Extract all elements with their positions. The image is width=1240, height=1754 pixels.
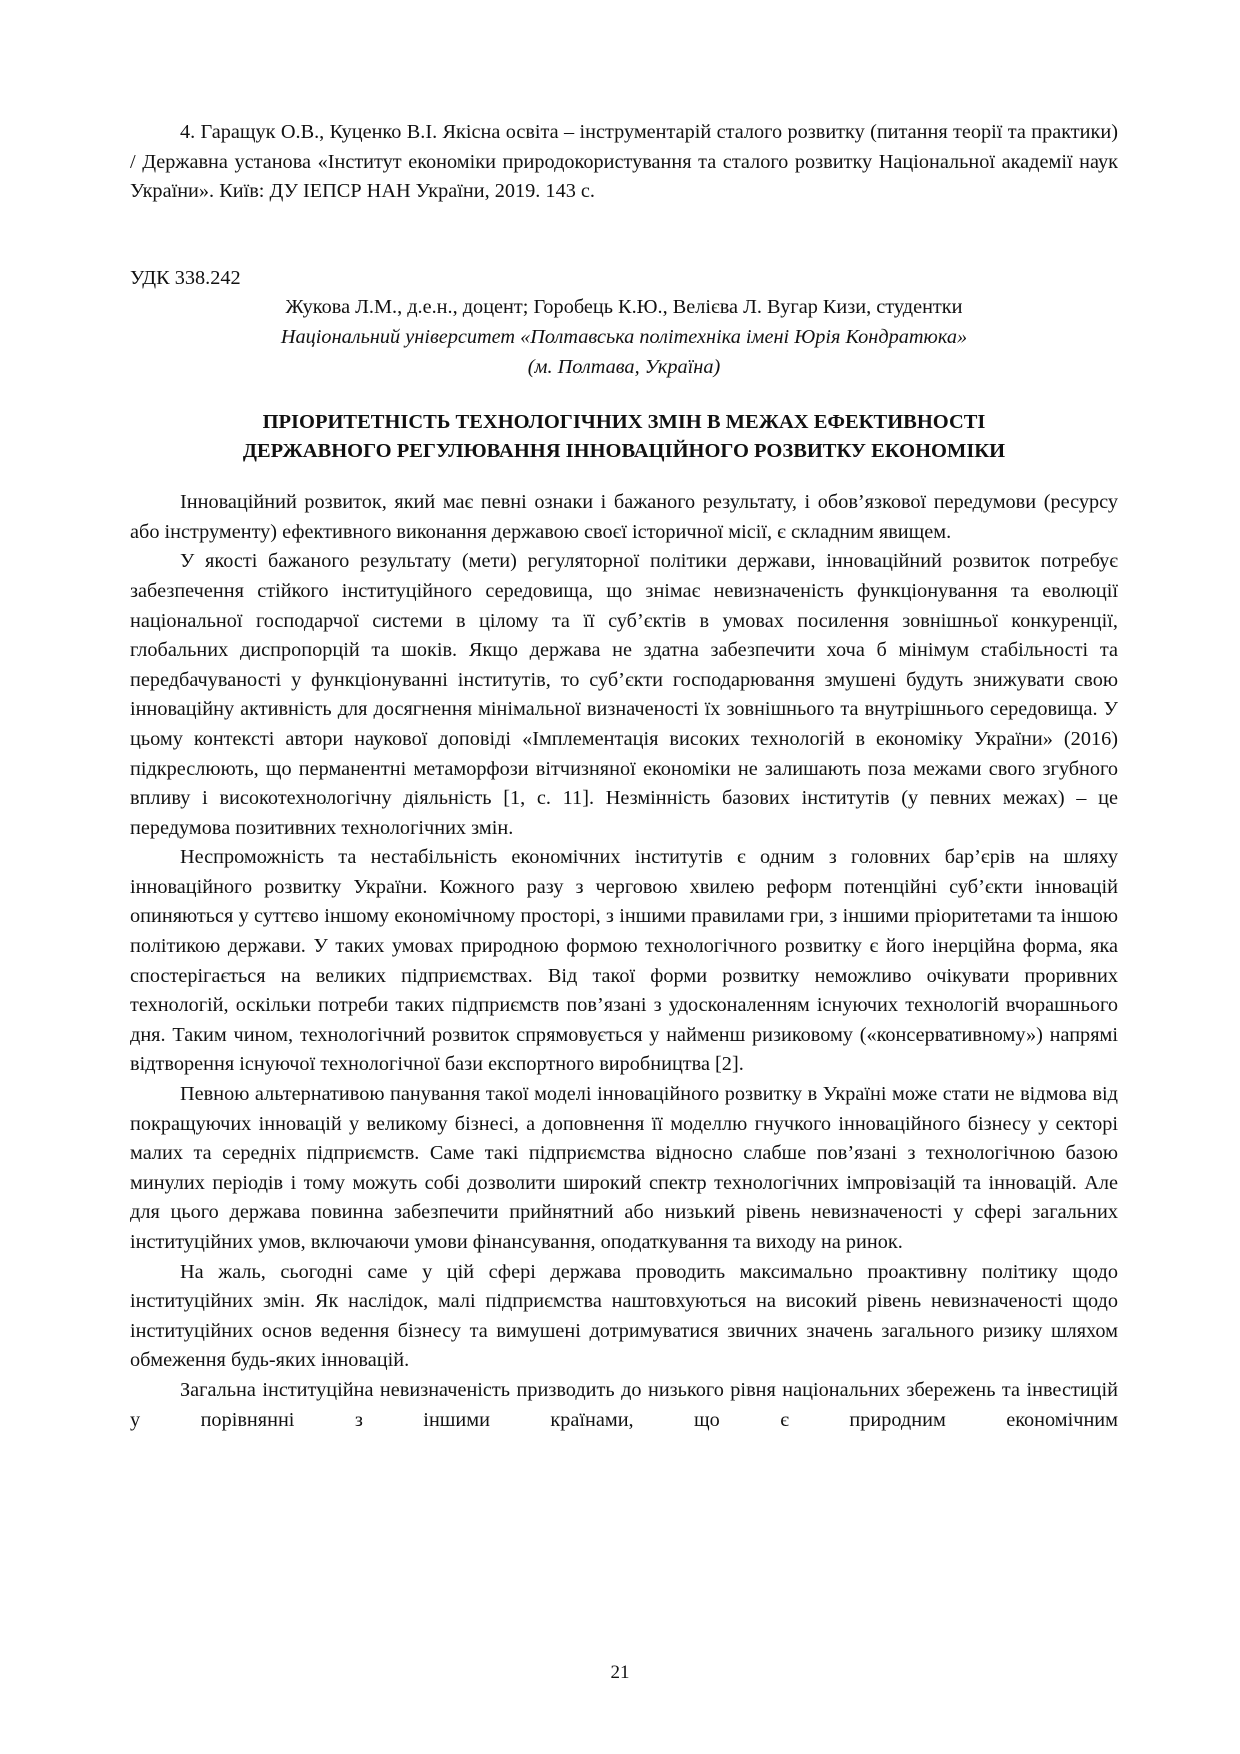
udk-code: УДК 338.242 <box>130 266 241 289</box>
body-paragraph: Певною альтернативою панування такої моделі інноваційного розвитку в Україні може стати не відмова від покращуючих інновацій у великому бізнесі, а доповнення її моделлю гнучкого інноваційного бізнесу у секторі малих та середніх підприємств. Саме такі підприємства відносно слабше пов’язані з технологічною базою минулих періодів і тому можуть собі дозволити широкий спектр технологічних імпровізацій та інновацій. Але для цього держава повинна забезпечити прийнятний або низький рівень невизначеності у сфері загальних інституційних умов, включаючи умови фінансування, оподаткування та виходу на ринок. <box>130 1083 1118 1253</box>
article-title <box>130 408 1118 466</box>
title-line-2: ДЕРЖАВНОГО РЕГУЛЮВАННЯ ІННОВАЦІЙНОГО РОЗВИТКУ ЕКОНОМІКИ <box>242 440 1006 463</box>
body-paragraph: Загальна інституційна невизначеність призводить до низького рівня національних збережень та інвестицій у порівнянні з іншими країнами, що є природним економічним <box>130 1378 1118 1431</box>
body-paragraph: На жаль, сьогодні саме у цій сфері держава проводить максимально проактивну політику щодо інституційних змін. Як наслідок, малі підприємства наштовхуються на високий рівень невизначеності щодо інституційних основ ведення бізнесу та вимушені дотримуватися звичних значень загального ризику шляхом обмеження будь-яких інновацій. <box>130 1260 1118 1372</box>
page-content <box>130 118 1118 1435</box>
location: (м. Полтава, Україна) <box>527 355 721 378</box>
title-line-1: ПРІОРИТЕТНІСТЬ ТЕХНОЛОГІЧНИХ ЗМІН В МЕЖАХ ЕФЕКТИВНОСТІ <box>262 411 986 434</box>
body-paragraph: Інноваційний розвиток, який має певні ознаки і бажаного результату, і обов’язкової передумови (ресурсу або інструменту) ефективного виконання державою своєї історичної місії, є складним явищем. <box>130 491 1118 543</box>
body-paragraph: Неспроможність та нестабільність економічних інститутів є одним з головних бар’єрів на шляху інноваційного розвитку України. Кожного разу з черговою хвилею реформ потенційні суб’єкти інновацій опиняються у суттєво іншому економічному просторі, з іншими правилами гри, з іншими пріоритетами та іншою політикою держави. У таких умовах природною формою технологічного розвитку є його інерційна форма, яка спостерігається на великих підприємствах. Від такої форми розвитку неможливо очікувати проривних технологій, оскільки потреби таких підприємств пов’язані з удосконаленням існуючих технологій вчорашнього дня. Таким чином, технологічний розвиток спрямовується у найменш ризиковому («консервативному») напрямі відтворення існуючої технологічної бази експортного виробництва [2]. <box>130 846 1118 1076</box>
affiliation: Національний університет «Полтавська політехніка імені Юрія Кондратюка» <box>280 325 968 348</box>
reference-item: 4. Гаращук О.В., Куценко В.І. Якісна освіта – інструментарій сталого розвитку (питання теорії та практики) / Державна установа «Інститут економіки природокористування та сталого розвитку Національної академії наук України». Київ: ДУ ІЕПСР НАН України, 2019. 143 с. <box>130 121 1118 203</box>
authors: Жукова Л.М., д.е.н., доцент; Горобець К.Ю., Велієва Л. Вугар Кизи, студентки <box>285 296 963 319</box>
page-number: 21 <box>610 1662 630 1683</box>
body-paragraph: У якості бажаного результату (мети) регуляторної політики держави, інноваційний розвиток потребує забезпечення стійкого інституційного середовища, що знімає невизначеність функціонування та еволюції національної господарчої системи в цілому та її суб’єктів в умовах посилення зовнішньої конкуренції, глобальних диспропорцій та шоків. Якщо держава не здатна забезпечити хоча б мінімум стабільності та передбачуваності у функціонуванні інститутів, то суб’єкти господарювання змушені будуть знижувати свою інноваційну активність для досягнення мінімальної визначеності їх зовнішнього та внутрішнього середовища. У цьому контексті автори наукової доповіді «Імплементація високих технологій в економіку України» (2016) підкреслюють, що перманентні метаморфози вітчизняної економіки не залишають поза межами свого згубного впливу і високотехнологічну діяльність [1, с. 11]. Незмінність базових інститутів (у певних межах) – це передумова позитивних технологічних змін. <box>130 550 1118 839</box>
